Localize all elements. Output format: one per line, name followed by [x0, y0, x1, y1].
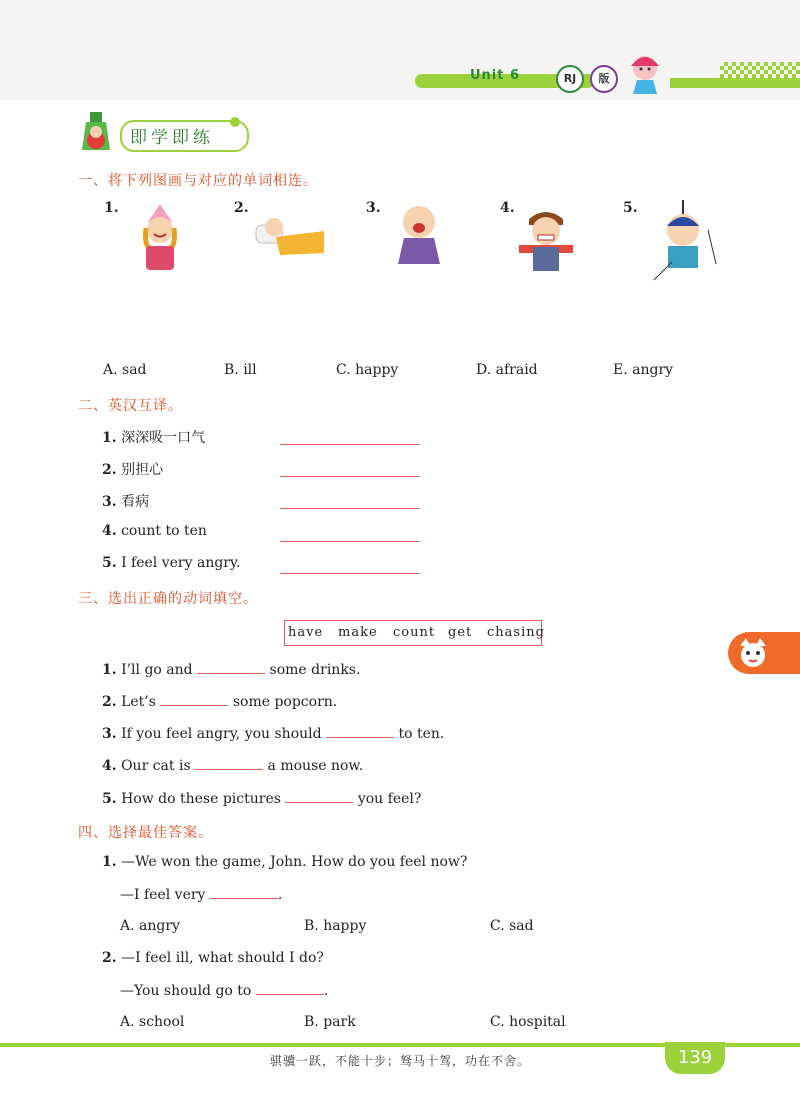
choice-option[interactable]: A. school — [120, 1014, 185, 1030]
picture-number: 5. — [623, 200, 638, 216]
fill-item: 1. I’ll go and some drinks. — [102, 662, 361, 678]
fill-blank[interactable] — [256, 982, 324, 995]
unit-label: Unit 6 — [470, 68, 521, 83]
picture-number: 1. — [104, 200, 119, 216]
picture-number: 3. — [366, 200, 381, 216]
header-strip — [670, 78, 800, 88]
checker-pattern — [720, 62, 800, 78]
edition-badge: 版 — [590, 65, 618, 93]
word-option: C. happy — [336, 362, 399, 378]
page-number: 139 — [665, 1042, 725, 1074]
fairy-mascot-icon — [615, 48, 675, 98]
section4-title: 四、选择最佳答案。 — [78, 825, 213, 841]
word-option: B. ill — [224, 362, 257, 378]
question: 1. —We won the game, John. How do you feel now? — [102, 854, 468, 870]
answer-line[interactable] — [280, 444, 420, 445]
picture-number: 4. — [500, 200, 515, 216]
answer-line[interactable] — [280, 508, 420, 509]
fill-item: 4. Our cat is a mouse now. — [102, 758, 364, 774]
translate-item: 3. 看病 — [102, 494, 150, 510]
happy-girl-icon[interactable] — [128, 202, 190, 272]
fill-blank[interactable] — [197, 661, 265, 674]
answer-line-text: —I feel very . — [120, 887, 283, 903]
choice-option[interactable]: C. hospital — [490, 1014, 566, 1030]
angry-boy-icon[interactable] — [515, 205, 577, 275]
word-bank-item: count — [393, 625, 436, 640]
section2-title: 二、英汉互译。 — [78, 398, 183, 414]
fill-blank[interactable] — [326, 725, 394, 738]
afraid-boy-icon[interactable] — [648, 200, 718, 282]
choice-option[interactable]: B. happy — [304, 918, 367, 934]
word-option: A. sad — [103, 362, 147, 378]
fill-blank[interactable] — [195, 757, 263, 770]
picture-number: 2. — [234, 200, 249, 216]
section1-title: 一、将下列图画与对应的单词相连。 — [78, 173, 318, 189]
choice-option[interactable]: C. sad — [490, 918, 534, 934]
answer-line[interactable] — [280, 573, 420, 574]
choice-option[interactable]: B. park — [304, 1014, 356, 1030]
answer-line-text: —You should go to . — [120, 983, 329, 999]
choice-option[interactable]: A. angry — [120, 918, 180, 934]
word-option: D. afraid — [476, 362, 538, 378]
rj-badge: RJ — [556, 65, 584, 93]
section3-title: 三、选出正确的动词填空。 — [78, 591, 258, 607]
question: 2. —I feel ill, what should I do? — [102, 950, 324, 966]
fill-item: 2. Let’s some popcorn. — [102, 694, 338, 710]
translate-item: 5. I feel very angry. — [102, 555, 241, 571]
word-bank-item: have — [288, 625, 324, 640]
fill-blank[interactable] — [160, 693, 228, 706]
answer-line[interactable] — [280, 476, 420, 477]
word-bank-item: make — [338, 625, 378, 640]
translate-item: 4. count to ten — [102, 523, 207, 539]
crying-baby-icon[interactable] — [388, 200, 450, 270]
fill-item: 3. If you feel angry, you should to ten. — [102, 726, 445, 742]
fill-blank[interactable] — [285, 790, 353, 803]
banner-title: 即学即练 — [130, 128, 214, 148]
answer-line[interactable] — [280, 541, 420, 542]
cat-mascot-icon — [736, 636, 770, 670]
ill-child-in-bed-icon[interactable] — [254, 205, 326, 265]
word-option: E. angry — [613, 362, 674, 378]
word-bank-item: get — [448, 625, 473, 640]
word-bank-item: chasing — [487, 625, 545, 640]
footer-motto: 骐骥一跃，不能十步；驽马十驾，功在不舍。 — [269, 1054, 530, 1068]
translate-item: 2. 别担心 — [102, 462, 164, 478]
word-bank — [284, 620, 545, 646]
banner-dot — [230, 117, 240, 127]
fill-blank[interactable] — [210, 886, 278, 899]
fill-item: 5. How do these pictures you feel? — [102, 791, 422, 807]
translate-item: 1. 深深吸一口气 — [102, 430, 206, 446]
bottle-mascot-icon — [78, 110, 114, 156]
